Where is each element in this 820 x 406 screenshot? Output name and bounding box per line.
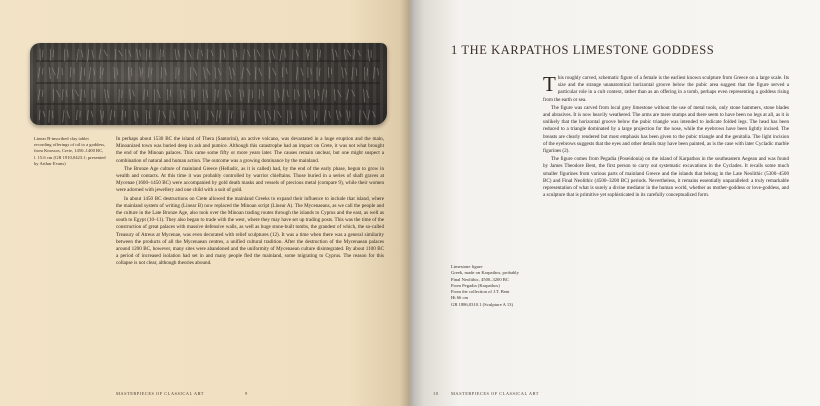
caption-line: From the collection of J.T. Bent (451, 289, 510, 295)
left-paragraph: The Bronze Age culture of mainland Greece (Helladic, as it is called) had, by the end of the early phase, begun to grow in wealth and contacts. At this time it was probably controlled by warrior chieftains. Those buried in a series of shaft graves at Mycenae (1600–1450 BC) were accompanied by gold death masks and vessels of precious metal (compare 9), while their women were adorned with jewellery and one child with a suit of gold. (116, 165, 384, 194)
left-page-number: 9 (245, 391, 248, 396)
caption-line: From Pegadia (Karpathos) (451, 282, 500, 288)
caption-line: Ht 66 cm (451, 295, 469, 301)
first-paragraph (543, 72, 789, 104)
drop-cap: T (543, 72, 556, 96)
left-paragraph: In about 1450 BC destructions on Crete allowed the mainland Greeks to expand their influence to include that island, where the mainland system of writing (Linear B) now replaced the Minoan script (Linear A). The Mycenaeans, as we call the people and the culture in the Late Bronze Age, also took over the Minoan trading routes through the islands to Cyprus and the east, as well as south to Egypt (10–11). They also began to trade with the west, where they may have set up trading posts. This was the time of the construction of great palaces with massive defensive walls, as well as huge stone-built tombs, the grandest of which, the so-called Treasury of Atreus at Mycenae, was even decorated with relief sculptures (12). It was a time when there was a general similarity between the products of all the Mycenaean centres, a unified cultural tradition. After the destruction of the Mycenaean palaces around 1200 BC, however, many sites were abandoned and the uniformity of Mycenaean culture disintegrated. By about 1100 BC a period of increased isolation had set in and many people fled the mainland, some migrating to Cyprus. The reason for this collapse is not clear, although theories abound. (116, 195, 384, 267)
left-body-text (116, 136, 384, 269)
figure-caption (451, 264, 521, 308)
right-body-text (543, 72, 789, 200)
caption-line: Greek, made on Karpathos, probably Final Neolithic, 4500–3200 BC (451, 270, 519, 282)
right-paragraph: The figure was carved from local grey limestone without the use of metal tools, only stone hammers, stone blades and abrasives. It is now heavily weathered. The arms are mere stumps and there seem to have been no legs at all, as it is unlikely that the horizontal groove below the pubic triangle was intended to indicate folded legs. The head has been reduced to a triangle dominated by a large projection for the nose, while the eyebrows have been lightly incised. The breasts are clearly rendered but most emphasis has been given to the pubic triangle and the genitalia. The light incision of the eyebrows suggests that the eyes and other details may have been painted, as is the case with later Cycladic marble figurines (2). (543, 104, 789, 155)
tablet-caption: Linear B-inscribed clay tablet recording offerings of oil to a goddess, from Knossos, Crete, 1450–1400 BC, l. 15.6 cm (GR 1910,0423.1; presented by Arthur Evans) (34, 136, 106, 166)
first-paragraph-text: his roughly carved, schematic figure of a female is the earliest known sculpture from Greece on a large scale. Its size and the strange unanatomical horizontal groove below the pubic area suggest that the figure served a particular role in a cult context, rather than as an offering in a tomb, perhaps even representing a goddess rising from the earth or sea. (543, 75, 789, 103)
left-paragraph: In perhaps about 1530 BC the island of Thera (Santorini), an active volcano, was devastated in a huge eruption and the main, Minoanized town was buried deep in ash and pumice. Although this catastrophe had an impact on Crete, it was not what brought the end of the Minoan palaces. This came some fifty or more years later. The causes remain unclear, but one might suspect a combination of natural and human action. The outcome was a growing dominance by the mainland. (116, 136, 384, 164)
right-paragraph: The figure comes from Pegadia (Poseidonia) on the island of Karpathos in the southeastern Aegean and was found by James Theodore Bent, the first person to carry out systematic excavations in the Cyclades. It recalls some much smaller figurines from various parts of mainland Greece and the islands that belong in the Late Neolithic (5300–4500 BC) and Final Neolithic (4500–3200 BC) periods. Nevertheless, it remains essentially unparalleled: a truly remarkable representation of what is surely a divine mediator in the human world, whether as mother-goddess or love-goddess, and a sculpture that is primitive yet sophisticated in its carefully conceptualized form. (543, 156, 789, 199)
linear-b-tablet-image (30, 43, 387, 125)
left-running-footer: MASTERPIECES OF CLASSICAL ART (116, 391, 204, 396)
right-running-footer: MASTERPIECES OF CLASSICAL ART (451, 391, 539, 396)
caption-line: GR 1886,0310.1 (Sculpture A 13) (451, 301, 514, 307)
tablet-inscription-texture (30, 43, 387, 125)
caption-line: Limestone figure (451, 264, 483, 269)
right-page (410, 0, 820, 406)
chapter-title: 1 THE KARPATHOS LIMESTONE GODDESS (451, 43, 715, 57)
right-page-number: 10 (433, 391, 439, 396)
